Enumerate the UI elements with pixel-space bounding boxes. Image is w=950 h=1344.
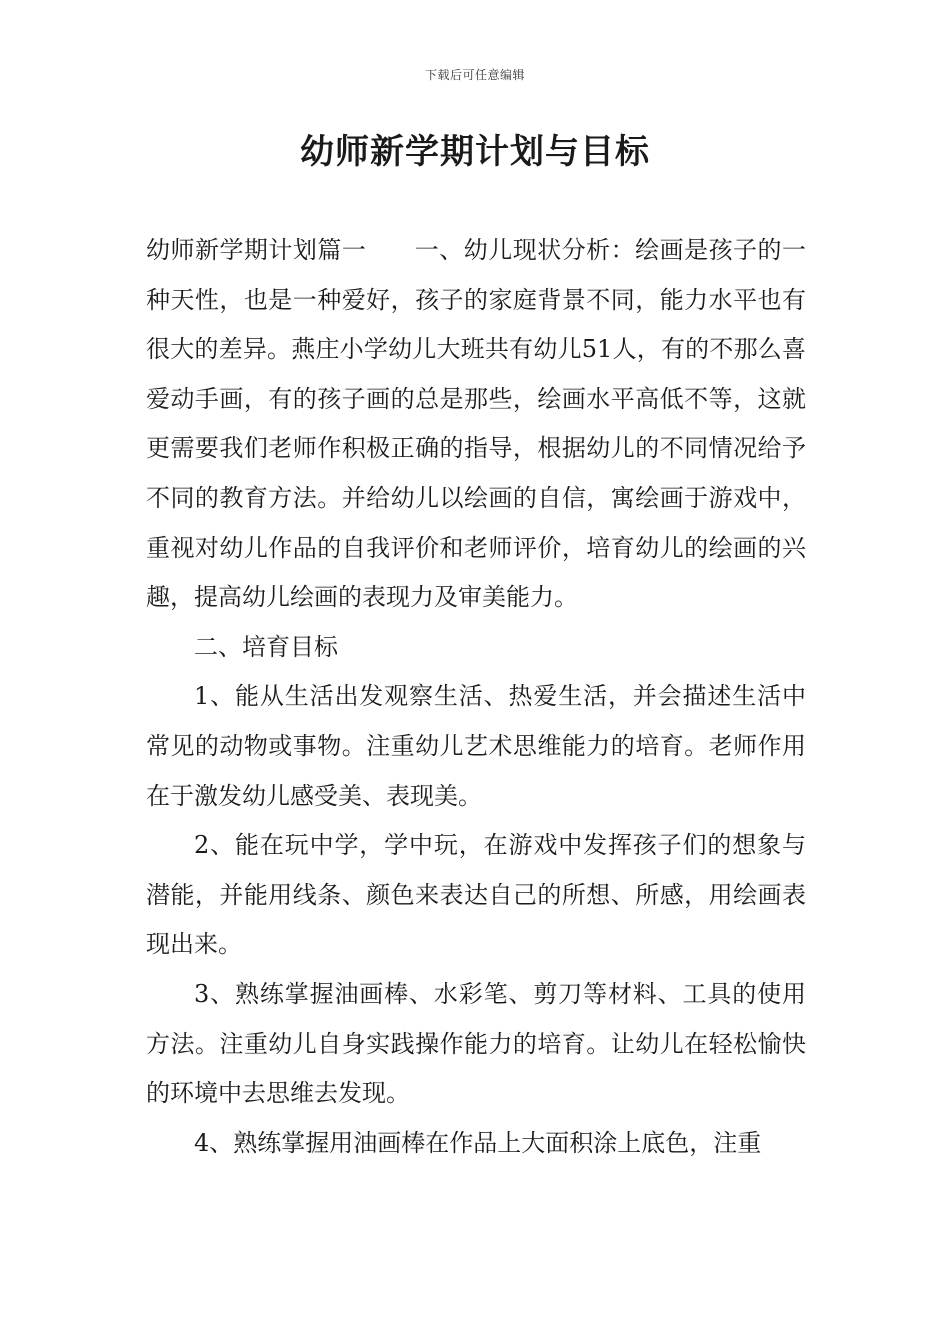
document-body <box>146 226 806 1168</box>
goal-item-1: 1、能从生活出发观察生活、热爱生活，并会描述生活中常见的动物或事物。注重幼儿艺术思维能力的培育。老师作用在于激发幼儿感受美、表现美。 <box>146 682 806 810</box>
goal-item-4: 4、熟练掌握用油画棒在作品上大面积涂上底色，注重 <box>194 1128 762 1157</box>
paragraph-text: 一、幼儿现状分析：绘画是孩子的一种天性，也是一种爱好，孩子的家庭背景不同，能力水平也有很大的差异。燕庄小学幼儿大班共有幼儿51人，有的不那么喜爱动手画，有的孩子画的总是那些，绘画水平高低不等，这就更需要我们老师作积极正确的指导，根据幼儿的不同情况给予不同的教育方法。并给幼儿以绘画的自信，寓绘画于游戏中，重视对幼儿作品的自我评价和老师评价，培育幼儿的绘画的兴趣，提高幼儿绘画的表现力及审美能力。 <box>146 236 807 612</box>
section-heading-goals: 二、培育目标 <box>194 632 338 661</box>
document-title: 幼师新学期计划与目标 <box>300 132 650 172</box>
goal-item-2: 2、能在玩中学，学中玩，在游戏中发挥孩子们的想象与潜能，并能用线条、颜色来表达自己的所想、所感，用绘画表现出来。 <box>146 831 806 959</box>
page-header-note: 下载后可任意编辑 <box>424 68 525 82</box>
intro-heading: 幼师新学期计划篇一 <box>146 236 367 264</box>
paragraph-intro <box>146 226 806 623</box>
goal-item-3: 3、熟练掌握油画棒、水彩笔、剪刀等材料、工具的使用方法。注重幼儿自身实践操作能力的培育。让幼儿在轻松愉快的环境中去思维去发现。 <box>146 979 806 1108</box>
